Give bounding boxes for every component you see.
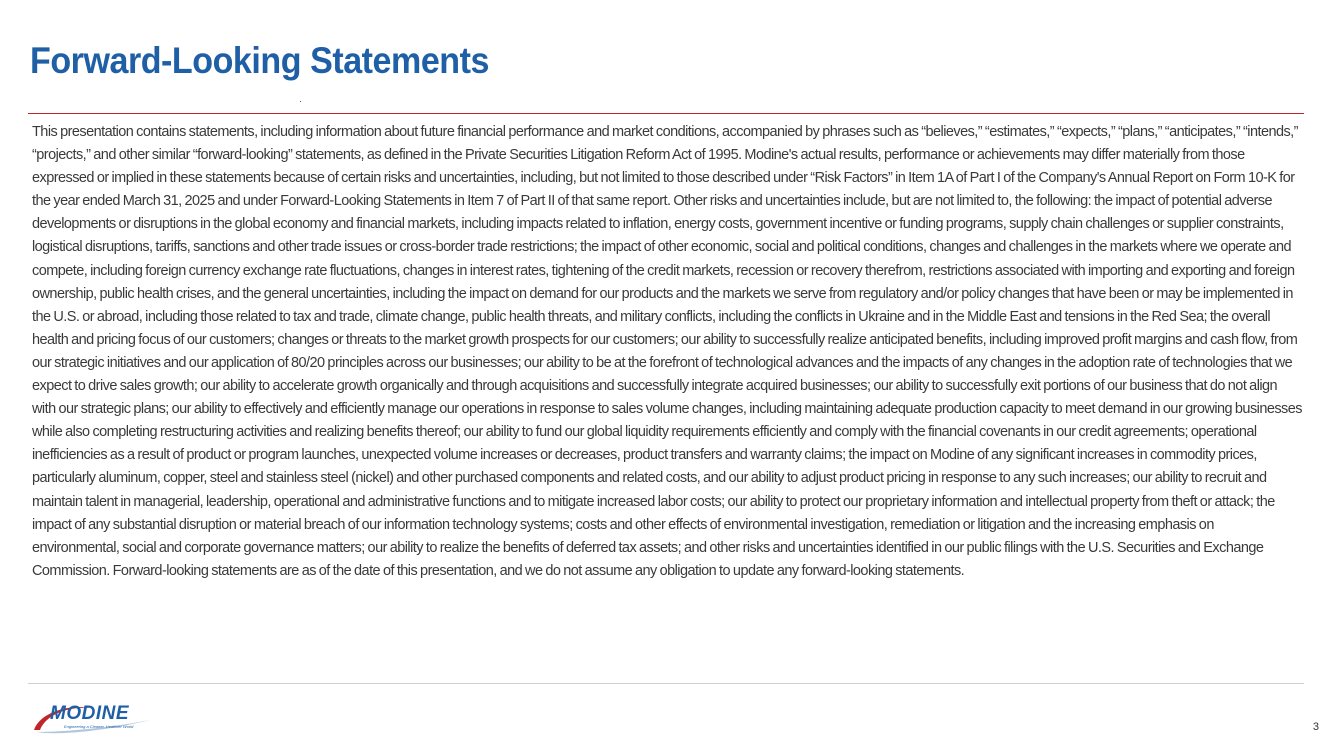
page-number: 3 [1312,721,1319,733]
logo-tagline: Engineering a Cleaner, Healthier World [64,724,134,729]
logo-wordmark: MODINE [50,703,129,724]
title-divider [28,113,1304,114]
page-title: Forward-Looking Statements [30,40,489,81]
disclaimer-text: This presentation contains statements, including information about future financial performance and market conditions, accompanied by phrases such as “believes,” “estimates,” “expects,” “plans,” “anticipates,” “intends,” “projects,” and other similar “forward-looking” statements, as defined in the Private Securities Litigation Reform Act of 1995. Modine's actual results, performance or achievements may differ materially from those expressed or implied in these statements because of certain risks and uncertainties, including, but not limited to those described under “Risk Factors” in Item 1A of Part I of the Company's Annual Report on Form 10-K for the year ended March 31, 2025 and under Forward-Looking Statements in Item 7 of Part II of that same report. Other risks and uncertainties include, but are not limited to, the following: the impact of potential adverse developments or disruptions in the global economy and financial markets, including impacts related to inflation, energy costs, government incentive or funding programs, supply chain challenges or supplier constraints, logistical disruptions, tariffs, sanctions and other trade issues or cross-border trade restrictions; the impact of other economic, social and political conditions, changes and challenges in the markets where we operate and compete, including foreign currency exchange rate fluctuations, changes in interest rates, tightening of the credit markets, recession or recovery therefrom, restrictions associated with importing and exporting and foreign ownership, public health crises, and the general uncertainties, including the impact on demand for our products and the markets we serve from regulatory and/or policy changes that have been or may be implemented in the U.S. or abroad, including those related to tax and trade, climate change, public health threats, and military conflicts, including the conflicts in Ukraine and in the Middle East and tensions in the Red Sea; the overall health and pricing focus of our customers; changes or threats to the market growth prospects for our customers; our ability to successfully realize anticipated benefits, including improved profit margins and cash flow, from our strategic initiatives and our application of 80/20 principles across our businesses; our ability to be at the forefront of technological advances and the impacts of any changes in the adoption rate of technologies that we expect to drive sales growth; our ability to accelerate growth organically and through acquisitions and successfully integrate acquired businesses; our ability to successfully exit portions of our business that do not align with our strategic plans; our ability to effectively and efficiently manage our operations in response to sales volume changes, including maintaining adequate production capacity to meet demand in our growing businesses while also completing restructuring activities and realizing benefits thereof; our ability to fund our global liquidity requirements efficiently and comply with the financial covenants in our credit agreements; operational inefficiencies as a result of product or program launches, unexpected volume increases or decreases, product transfers and warranty claims; the impact on Modine of any significant increases in commodity prices, particularly aluminum, copper, steel and stainless steel (nickel) and other purchased components and related costs, and our ability to adjust product pricing in response to any such increases; our ability to recruit and maintain talent in managerial, leadership, operational and administrative functions and to mitigate increased labor costs; our ability to protect our proprietary information and intellectual property from theft or attack; the impact of any substantial disruption or material breach of our information technology systems; costs and other effects of environmental investigation, remediation or litigation and the increasing emphasis on environmental, social and corporate governance matters; our ability to realize the benefits of deferred tax assets; and other risks and uncertainties identified in our public filings with the U.S. Securities and Exchange Commission. Forward-looking statements are as of the date of this presentation, and we do not assume any obligation to update any forward-looking statements. [32,124,1302,579]
footer-divider [28,683,1304,684]
stray-mark [300,101,301,102]
modine-logo [30,700,160,740]
